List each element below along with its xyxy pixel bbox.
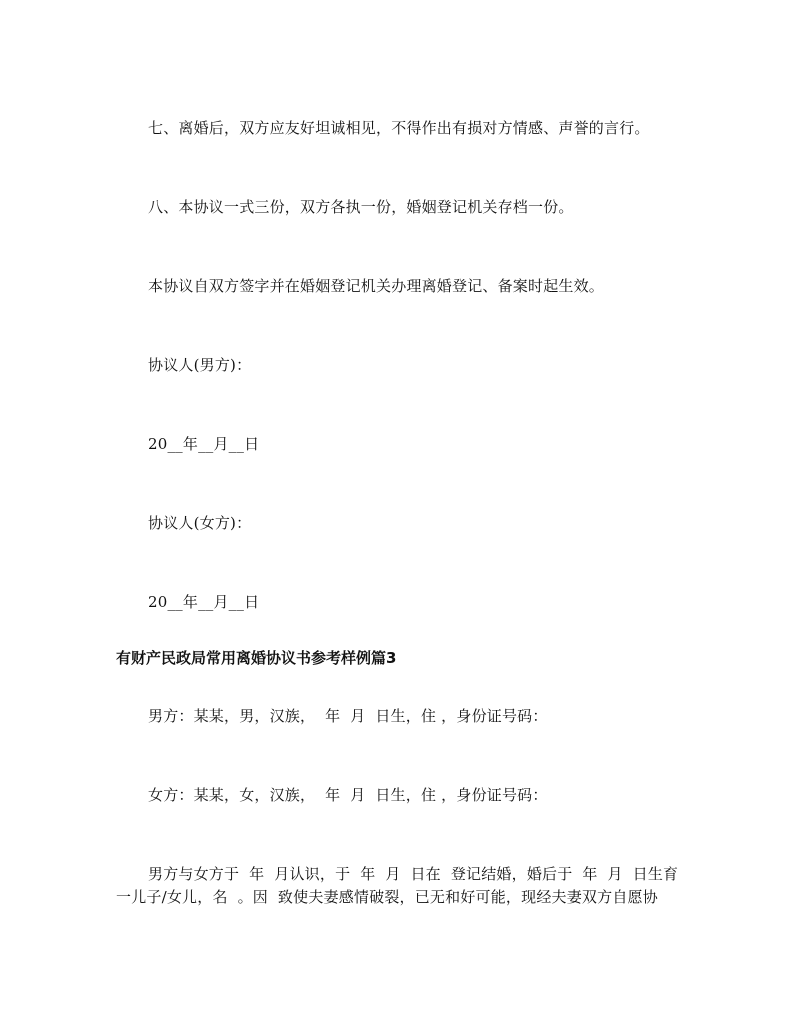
date-line-female: 20__年__月__日 (148, 593, 260, 611)
male-party-info: 男方：某某，男，汉族， 年 月 日生，住 ，身份证号码： (148, 707, 548, 725)
date-line-male: 20__年__月__日 (148, 435, 260, 453)
female-party-info: 女方：某某，女，汉族， 年 月 日生，住 ，身份证号码： (148, 786, 548, 804)
effective-clause: 本协议自双方签字并在婚姻登记机关办理离婚登记、备案时起生效。 (148, 277, 605, 295)
signatory-male: 协议人(男方)： (148, 356, 252, 374)
clause-eight: 八、本协议一式三份，双方各执一份，婚姻登记机关存档一份。 (148, 198, 574, 216)
body-paragraph-line-2: 一儿子/女儿，名 。因 致使夫妻感情破裂，已无和好可能，现经夫妻双方自愿协 (116, 888, 658, 906)
clause-seven: 七、离婚后，双方应友好坦诚相见，不得作出有损对方情感、声誉的言行。 (148, 119, 650, 137)
body-paragraph-line-1: 男方与女方于 年 月认识，于 年 月 日在 登记结婚，婚后于 年 月 日生育 (148, 865, 679, 883)
section-heading: 有财产民政局常用离婚协议书参考样例篇3 (116, 649, 397, 667)
signatory-female: 协议人(女方)： (148, 514, 252, 532)
